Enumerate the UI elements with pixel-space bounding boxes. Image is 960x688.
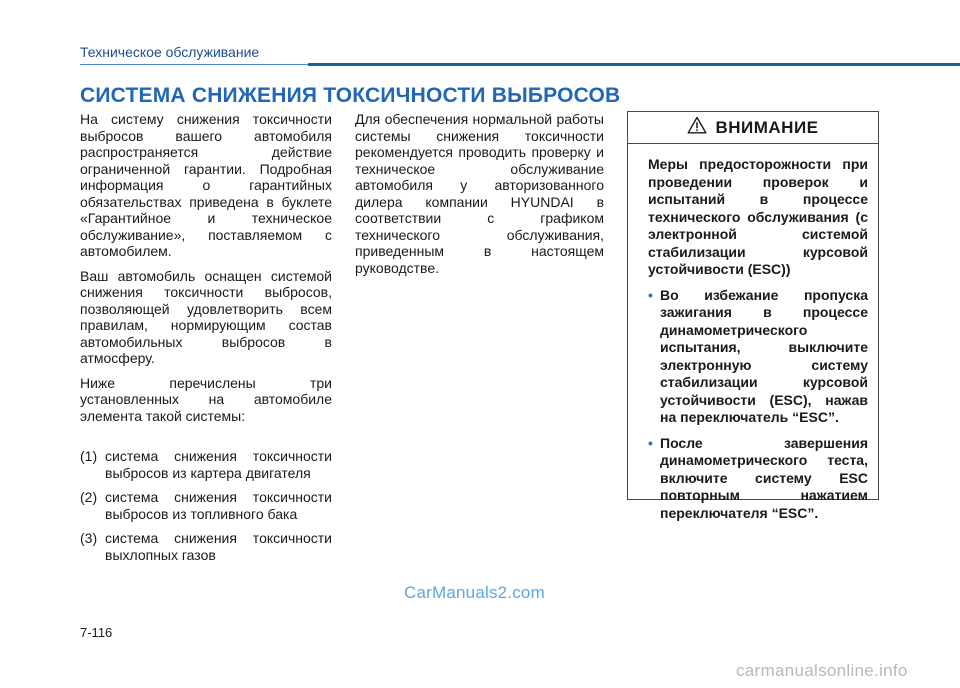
paragraph-warranty: На систему снижения токсичности выбросов вашего автомобиля распространяется действие ограниченной гарантии. Подробная информация о гарантийных обязательствах приведена в буклете «Гарантийное и техническое обслуживание», поставляемом с автомобилем. [80, 111, 332, 259]
watermark-carmanuals2[interactable]: CarManuals2.com [404, 583, 545, 602]
warning-bullet [648, 287, 868, 427]
list-text: система снижения токсичности выбросов из картера двигателя [105, 448, 332, 481]
list-number: (1) [80, 448, 98, 464]
list-number: (3) [80, 530, 98, 546]
list-text: система снижения токсичности выхлопных газов [105, 530, 332, 563]
list-number: (2) [80, 489, 98, 505]
warning-bullet [648, 435, 868, 523]
list-item [80, 448, 332, 481]
list-item [80, 489, 332, 522]
warning-intro: Меры предосторожности при проведении проверок и испытаний в процессе технического обслуживания (с электронной системой стабилизации курсовой устойчивости (ESC)) [648, 156, 868, 277]
watermark-carmanualsonline[interactable]: carmanualsonline.info [736, 661, 908, 680]
warning-title: ВНИМАНИЕ [715, 117, 819, 137]
list-text: система снижения токсичности выбросов из топливного бака [105, 489, 332, 522]
page-number: 7-116 [80, 625, 113, 640]
warning-box [627, 111, 879, 521]
header-rule-thin [80, 64, 308, 65]
header-section-label: Техническое обслуживание [80, 44, 260, 60]
paragraph-emission-system: Ваш автомобиль оснащен системой снижения токсичности выбросов, позволяющей удовлетворить всем правилам, нормирующим состав автомобильных выбросов в атмосферу. [80, 267, 332, 366]
warning-bullet-text: Во избежание пропуска зажигания в процессе динамометрического испытания, выключите электронную систему стабилизации курсовой устойчивости (ESC), нажав на переключатель “ESC”. [660, 286, 868, 425]
column-left [80, 111, 332, 571]
bullet-dot-icon: • [648, 434, 653, 451]
paragraph-components-intro: Ниже перечислены три установленных на автомобиле элемента такой системы: [80, 374, 332, 424]
paragraph-maintenance: Для обеспечения нормальной работы системы снижения токсичности рекомендуется проводить проверку и техническое обслуживание автомобиля у авторизованного дилера компании HYUNDAI в соответствии с графиком технического обслуживания, приведенным в настоящем руководстве. [355, 111, 604, 276]
column-middle [355, 111, 604, 284]
header-rule-thick [308, 63, 960, 66]
list-item [80, 530, 332, 563]
warning-triangle-icon [687, 116, 707, 139]
bullet-dot-icon: • [648, 286, 653, 303]
warning-body [628, 144, 878, 522]
warning-bullet-text: После завершения динамометрического теста, включите систему ESC повторным нажатием переключателя “ESC”. [660, 434, 868, 521]
warning-header [628, 112, 878, 144]
section-title: СИСТЕМА СНИЖЕНИЯ ТОКСИЧНОСТИ ВЫБРОСОВ [80, 84, 621, 107]
